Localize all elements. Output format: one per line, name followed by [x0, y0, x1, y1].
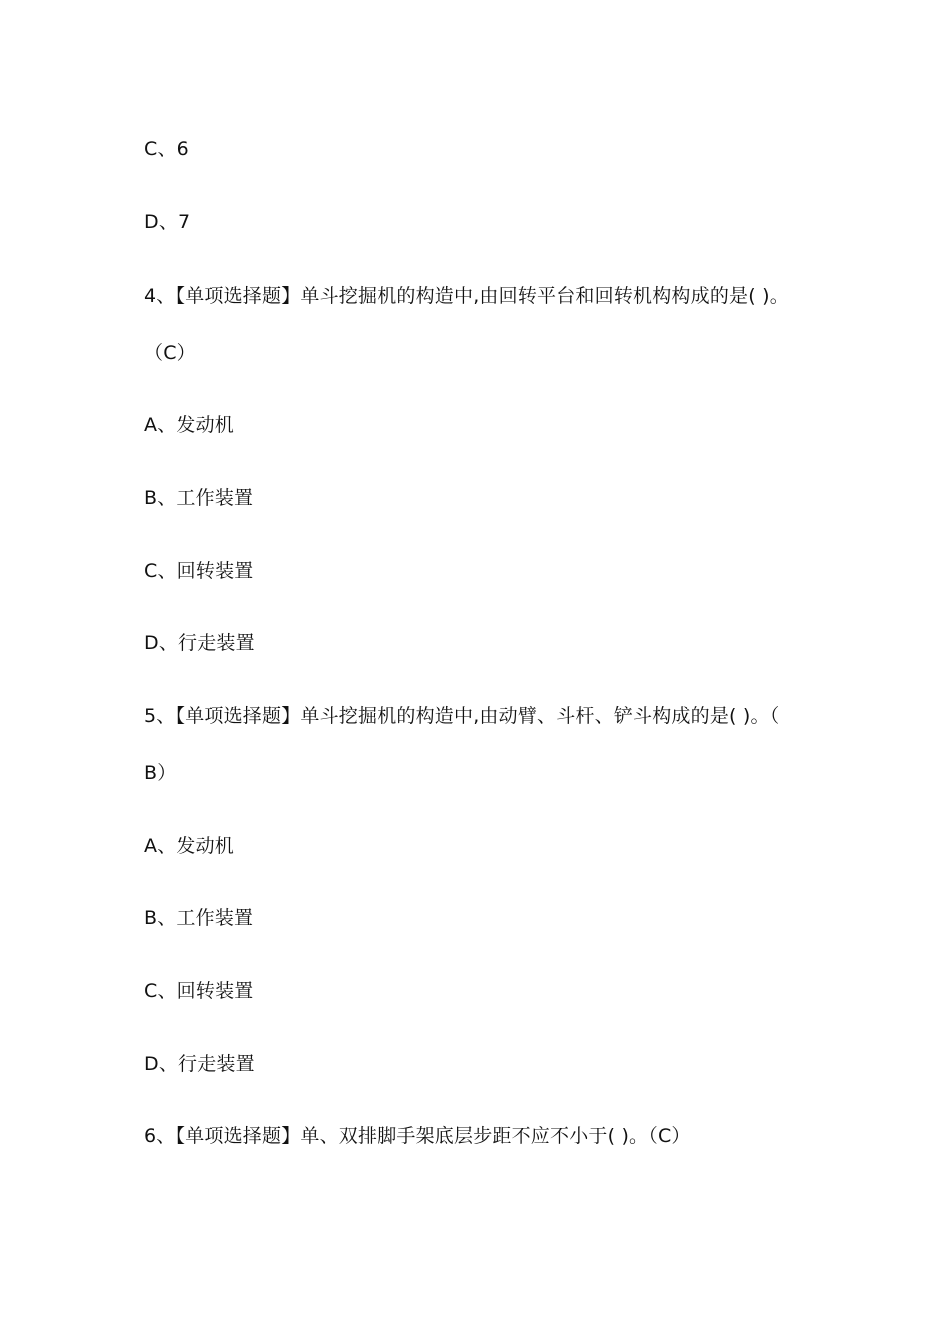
option-d-q4: D、行走装置: [144, 632, 255, 654]
option-b-q4: B、工作装置: [144, 487, 254, 509]
option-c-q4: C、回转装置: [144, 560, 254, 582]
question-5-answer: B）: [144, 762, 177, 784]
question-4-answer: （C）: [144, 342, 196, 364]
option-c-q5: C、回转装置: [144, 980, 254, 1002]
option-a-q5: A、发动机: [144, 835, 234, 857]
option-d-q5: D、行走装置: [144, 1053, 255, 1075]
option-d-q3: D、7: [144, 211, 191, 233]
question-5-text: 5、【单项选择题】单斗挖掘机的构造中,由动臂、斗杆、铲斗构成的是( )。（: [144, 705, 780, 727]
question-4-text: 4、【单项选择题】单斗挖掘机的构造中,由回转平台和回转机构构成的是( )。: [144, 285, 789, 307]
option-c-q3: C、6: [144, 138, 189, 160]
option-a-q4: A、发动机: [144, 414, 234, 436]
option-b-q5: B、工作装置: [144, 907, 254, 929]
question-6-text: 6、【单项选择题】单、双排脚手架底层步距不应不小于( )。（C）: [144, 1125, 691, 1147]
